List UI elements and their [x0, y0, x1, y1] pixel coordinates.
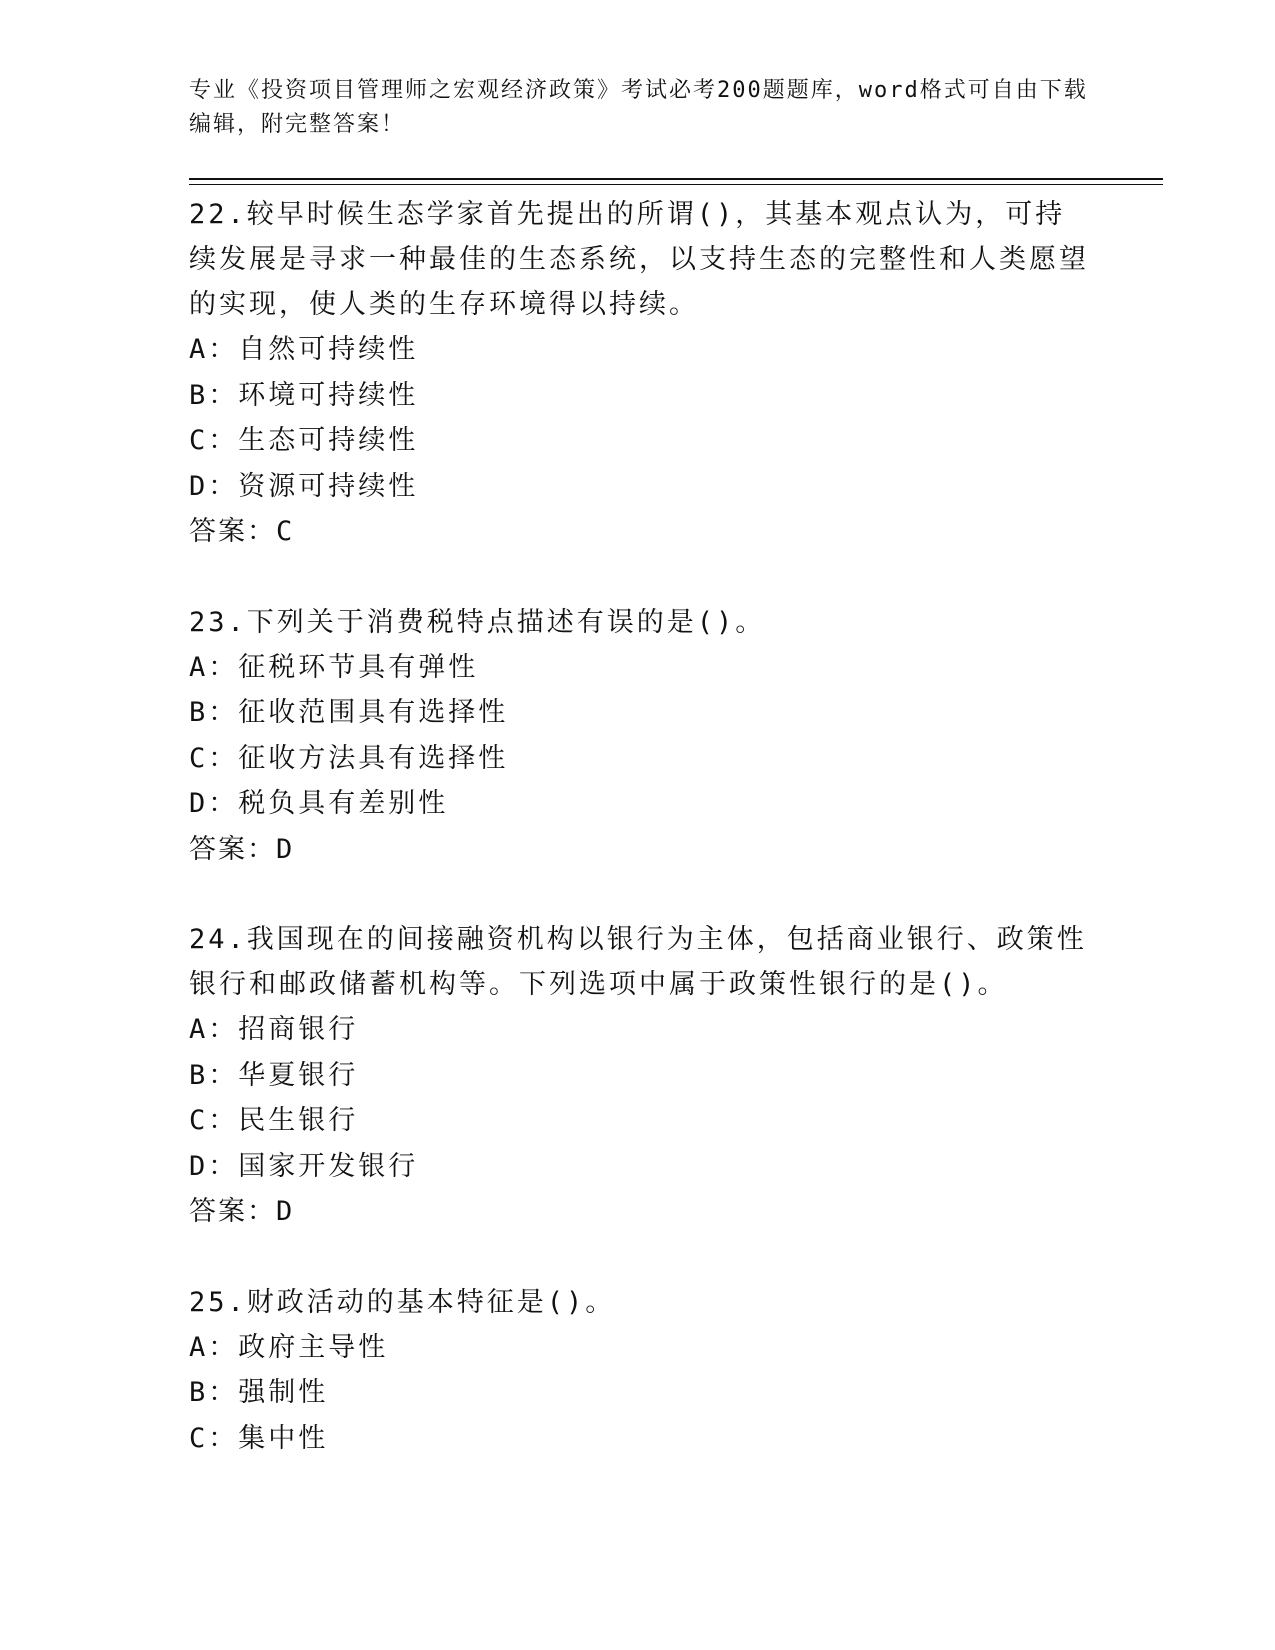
spacer [189, 872, 1089, 917]
answer: 答案：D [189, 833, 295, 865]
question-24 [189, 917, 1089, 1235]
question-stem: 24.我国现在的间接融资机构以银行为主体，包括商业银行、政策性银行和邮政储蓄机构等。下列选项中属于政策性银行的是()。 [189, 924, 1087, 1000]
option-d: D：国家开发银行 [189, 1150, 419, 1182]
option-a: A：政府主导性 [189, 1331, 389, 1363]
option-c: C：生态可持续性 [189, 425, 419, 456]
option-b: B：华夏银行 [189, 1059, 359, 1091]
option-d: D：税负具有差别性 [189, 788, 449, 819]
document-header: 专业《投资项目管理师之宏观经济政策》考试必考200题题库，word格式可自由下载编辑，附完整答案！ [189, 78, 1088, 137]
option-a: A：征税环节具有弹性 [189, 651, 479, 683]
spacer [189, 555, 1089, 600]
question-stem: 23.下列关于消费税特点描述有误的是()。 [189, 606, 766, 638]
option-b: B：征收范围具有选择性 [189, 697, 509, 728]
option-a: A：招商银行 [189, 1014, 359, 1045]
spacer [189, 1235, 1089, 1280]
option-c: C：集中性 [189, 1422, 329, 1454]
question-list [189, 192, 1089, 1461]
answer: 答案：C [189, 516, 295, 547]
header-rule-thin [189, 184, 1163, 185]
question-25 [189, 1280, 1089, 1462]
option-b: B：环境可持续性 [189, 379, 419, 411]
header-rule-thick [189, 178, 1163, 180]
option-d: D：资源可持续性 [189, 470, 419, 502]
question-stem: 22.较早时候生态学家首先提出的所谓()，其基本观点认为，可持续发展是寻求一种最佳的生态系统，以支持生态的完整性和人类愿望的实现，使人类的生存环境得以持续。 [189, 199, 1089, 320]
question-22 [189, 192, 1089, 555]
option-b: B：强制性 [189, 1377, 329, 1408]
answer: 答案：D [189, 1196, 295, 1227]
question-stem: 25.财政活动的基本特征是()。 [189, 1286, 616, 1318]
question-23 [189, 600, 1089, 873]
option-a: A：自然可持续性 [189, 334, 419, 365]
option-c: C：征收方法具有选择性 [189, 742, 509, 774]
option-c: C：民生银行 [189, 1105, 359, 1136]
